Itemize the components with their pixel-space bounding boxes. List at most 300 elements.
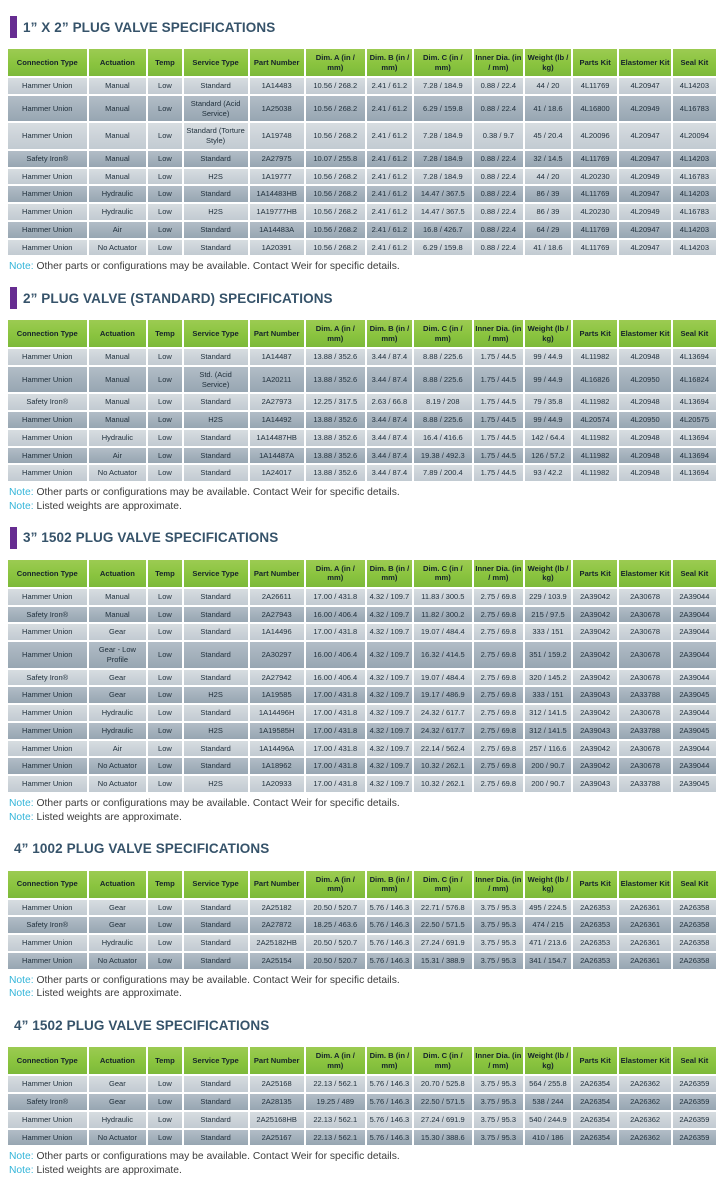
table-cell: 2.41 / 61.2 [367,240,412,256]
table-cell: 4L20096 [573,123,617,149]
table-cell: H2S [184,723,248,739]
table-cell: 16.8 / 426.7 [414,222,472,238]
note-text: Listed weights are approximate. [36,988,182,1000]
table-cell: Hammer Union [8,169,87,185]
table-cell: 2A39042 [573,705,617,721]
table-cell: 2A39042 [573,607,617,623]
table-cell: 8.88 / 225.6 [414,367,472,393]
table-cell: 2A26354 [573,1130,617,1146]
note-label: Note: [9,500,34,512]
table-cell: 7.28 / 184.9 [414,78,472,94]
table-cell: Standard [184,953,248,969]
table-cell: Hydraulic [89,204,147,220]
table-cell: 4L11982 [573,465,617,481]
table-cell: 20.50 / 520.7 [306,935,365,951]
note-text: Listed weights are approximate. [36,1165,182,1177]
table-cell: 10.56 / 268.2 [306,78,365,94]
table-cell: Manual [89,607,147,623]
table-cell: Manual [89,589,147,605]
table-cell: 4L20948 [619,430,670,446]
table-cell: 5.76 / 146.3 [367,1112,412,1128]
table-cell: 0.88 / 22.4 [474,222,523,238]
column-header: Dim. C (in / mm) [414,1047,472,1074]
note-label: Note: [9,261,34,273]
table-cell: 1A19777 [250,169,304,185]
table-cell: 2A39042 [573,642,617,668]
table-cell: Gear - Low Profile [89,642,147,668]
table-cell: 2A30678 [619,705,670,721]
table-cell: 2A25167 [250,1130,304,1146]
table-cell: 1A14487HB [250,430,304,446]
table-cell: 4L11982 [573,394,617,410]
table-cell: 2.75 / 69.8 [474,758,523,774]
table-cell: 5.76 / 146.3 [367,900,412,916]
table-cell: 4L14203 [673,222,716,238]
table-cell: 10.56 / 268.2 [306,186,365,202]
table-cell: 86 / 39 [525,186,571,202]
column-header: Weight (lb / kg) [525,49,571,76]
table-cell: Hammer Union [8,1130,87,1146]
table-cell: 333 / 151 [525,687,571,703]
table-cell: 2A26353 [573,900,617,916]
table-cell: 41 / 18.6 [525,240,571,256]
table-cell: 1.75 / 44.5 [474,349,523,365]
table-cell: 19.07 / 484.4 [414,670,472,686]
table-row [8,448,716,464]
spec-section [8,16,720,274]
table-row [8,935,716,951]
table-cell: 1.75 / 44.5 [474,465,523,481]
table-cell: 2.75 / 69.8 [474,624,523,640]
table-cell: 10.56 / 268.2 [306,169,365,185]
table-cell: 1A20391 [250,240,304,256]
table-cell: 1A25038 [250,96,304,122]
table-cell: Hammer Union [8,953,87,969]
table-cell: 2A39042 [573,670,617,686]
table-cell: Standard [184,430,248,446]
table-cell: Standard [184,1076,248,1092]
column-header: Seal Kit [673,871,716,898]
table-cell: H2S [184,204,248,220]
table-cell: Hydraulic [89,935,147,951]
table-row [8,222,716,238]
table-cell: 1A14483 [250,78,304,94]
table-cell: Manual [89,367,147,393]
notes-block [9,798,720,825]
table-cell: 1A20933 [250,776,304,792]
table-cell: Hammer Union [8,1112,87,1128]
column-header: Connection Type [8,1047,87,1074]
table-cell: 0.88 / 22.4 [474,204,523,220]
table-cell: 2A26362 [619,1076,670,1092]
table-cell: 7.89 / 200.4 [414,465,472,481]
notes-block [9,487,720,514]
table-cell: 2A39044 [673,642,716,668]
table-cell: H2S [184,169,248,185]
table-cell: Low [148,741,181,757]
table-cell: Hammer Union [8,1076,87,1092]
table-row [8,394,716,410]
table-cell: 1A20211 [250,367,304,393]
table-cell: 2A39043 [573,776,617,792]
table-cell: 64 / 29 [525,222,571,238]
table-row [8,78,716,94]
table-cell: 8.19 / 208 [414,394,472,410]
table-cell: 16.00 / 406.4 [306,607,365,623]
table-cell: Standard [184,448,248,464]
table-cell: 471 / 213.6 [525,935,571,951]
spec-table [6,869,718,971]
table-cell: 2A26362 [619,1112,670,1128]
table-cell: 15.30 / 388.6 [414,1130,472,1146]
column-header: Inner Dia. (in / mm) [474,871,523,898]
notes-block [9,975,720,1002]
note-line [9,487,720,500]
table-cell: 4L14203 [673,151,716,167]
table-cell: 17.00 / 431.8 [306,741,365,757]
table-cell: 4L11769 [573,78,617,94]
section-heading [8,838,720,860]
table-cell: 2A30678 [619,642,670,668]
table-cell: 4L14203 [673,240,716,256]
table-cell: 2A27872 [250,917,304,933]
spec-table [6,558,718,794]
table-cell: 4L11769 [573,151,617,167]
section-heading [8,527,720,549]
table-cell: 540 / 244.9 [525,1112,571,1128]
table-cell: 2A28135 [250,1094,304,1110]
table-cell: 19.07 / 484.4 [414,624,472,640]
table-cell: 1A14492 [250,412,304,428]
table-cell: 16.32 / 414.5 [414,642,472,668]
table-cell: 4L20949 [619,204,670,220]
table-row [8,349,716,365]
column-header: Service Type [184,560,248,587]
table-cell: Hammer Union [8,240,87,256]
table-cell: Standard [184,186,248,202]
table-cell: 10.56 / 268.2 [306,123,365,149]
table-cell: Manual [89,349,147,365]
table-cell: 2A27942 [250,670,304,686]
table-cell: 2A30678 [619,589,670,605]
table-cell: 4L20947 [619,151,670,167]
table-cell: Gear [89,900,147,916]
table-cell: Hydraulic [89,1112,147,1128]
table-cell: Low [148,349,181,365]
table-cell: 2.41 / 61.2 [367,151,412,167]
table-cell: 17.00 / 431.8 [306,758,365,774]
table-cell: Manual [89,96,147,122]
table-cell: Low [148,367,181,393]
table-cell: Standard [184,151,248,167]
table-cell: 6.29 / 159.8 [414,96,472,122]
table-cell: 1A18962 [250,758,304,774]
table-cell: Low [148,624,181,640]
table-cell: 2A26354 [573,1094,617,1110]
table-cell: 2A26361 [619,935,670,951]
table-cell: Standard [184,607,248,623]
table-cell: 2.75 / 69.8 [474,670,523,686]
column-header: Dim. B (in / mm) [367,320,412,347]
table-cell: Low [148,222,181,238]
title-accent-bar-icon [10,287,17,309]
table-cell: 13.88 / 352.6 [306,430,365,446]
table-cell: 1A14483HB [250,186,304,202]
table-cell: 1.75 / 44.5 [474,367,523,393]
table-cell: 1A14483A [250,222,304,238]
table-cell: Standard [184,465,248,481]
table-cell: 13.88 / 352.6 [306,349,365,365]
table-cell: Gear [89,624,147,640]
table-cell: 4L16783 [673,169,716,185]
note-label: Note: [9,1165,34,1177]
table-cell: Standard (Torture Style) [184,123,248,149]
table-cell: Standard [184,900,248,916]
table-row [8,723,716,739]
column-header: Dim. B (in / mm) [367,1047,412,1074]
title-accent-bar-icon [10,527,17,549]
table-cell: 2A26361 [619,900,670,916]
table-cell: 2A27975 [250,151,304,167]
table-cell: 18.25 / 463.6 [306,917,365,933]
table-cell: Low [148,240,181,256]
table-cell: 4L20947 [619,123,670,149]
table-cell: 22.13 / 562.1 [306,1112,365,1128]
table-cell: 5.76 / 146.3 [367,917,412,933]
table-row [8,186,716,202]
table-cell: Safety Iron® [8,670,87,686]
table-cell: 16.00 / 406.4 [306,642,365,668]
table-cell: 2A26359 [673,1076,716,1092]
table-cell: 1A14487 [250,349,304,365]
table-cell: 4L11769 [573,222,617,238]
table-cell: 4L14203 [673,186,716,202]
note-line [9,975,720,988]
table-cell: 2A26353 [573,953,617,969]
table-cell: 27.24 / 691.9 [414,935,472,951]
column-header: Dim. A (in / mm) [306,560,365,587]
table-cell: 3.75 / 95.3 [474,1112,523,1128]
table-cell: 2A30678 [619,624,670,640]
table-cell: 10.56 / 268.2 [306,96,365,122]
table-cell: 229 / 103.9 [525,589,571,605]
table-cell: 2A39044 [673,705,716,721]
title-accent-bar-icon [10,16,17,38]
table-cell: 13.88 / 352.6 [306,465,365,481]
table-cell: Low [148,642,181,668]
table-cell: 2.41 / 61.2 [367,204,412,220]
table-cell: 5.76 / 146.3 [367,1076,412,1092]
table-cell: 10.56 / 268.2 [306,222,365,238]
table-cell: 13.88 / 352.6 [306,448,365,464]
table-cell: 17.00 / 431.8 [306,624,365,640]
table-row [8,741,716,757]
note-line [9,1151,720,1164]
table-cell: 8.88 / 225.6 [414,349,472,365]
table-cell: Gear [89,1076,147,1092]
table-cell: 3.44 / 87.4 [367,448,412,464]
table-cell: 1.75 / 44.5 [474,430,523,446]
table-cell: 99 / 44.9 [525,367,571,393]
column-header: Service Type [184,871,248,898]
table-cell: 1.75 / 44.5 [474,394,523,410]
table-cell: Std. (Acid Service) [184,367,248,393]
table-cell: 17.00 / 431.8 [306,687,365,703]
column-header: Connection Type [8,560,87,587]
table-cell: 14.47 / 367.5 [414,204,472,220]
table-cell: 0.88 / 22.4 [474,151,523,167]
column-header: Dim. B (in / mm) [367,49,412,76]
table-cell: 2A30678 [619,607,670,623]
table-cell: Hammer Union [8,741,87,757]
table-cell: 24.32 / 617.7 [414,723,472,739]
column-header: Inner Dia. (in / mm) [474,320,523,347]
table-cell: 22.50 / 571.5 [414,917,472,933]
table-cell: Hammer Union [8,589,87,605]
column-header: Temp [148,871,181,898]
table-cell: 3.44 / 87.4 [367,349,412,365]
table-cell: 257 / 116.6 [525,741,571,757]
table-cell: 564 / 255.8 [525,1076,571,1092]
table-cell: Standard [184,670,248,686]
column-header: Part Number [250,560,304,587]
table-cell: 44 / 20 [525,78,571,94]
column-header: Parts Kit [573,1047,617,1074]
table-cell: No Actuator [89,240,147,256]
table-cell: 2A25154 [250,953,304,969]
table-cell: 12.25 / 317.5 [306,394,365,410]
table-cell: 2.75 / 69.8 [474,607,523,623]
table-cell: 5.76 / 146.3 [367,1094,412,1110]
table-cell: 10.32 / 262.1 [414,776,472,792]
section-title: 1” X 2” PLUG VALVE SPECIFICATIONS [23,19,276,35]
table-row [8,953,716,969]
table-cell: 2.41 / 61.2 [367,78,412,94]
table-cell: 4L20575 [673,412,716,428]
table-cell: 2A39042 [573,758,617,774]
table-cell: 4L11982 [573,430,617,446]
table-cell: Low [148,900,181,916]
column-header: Temp [148,320,181,347]
table-row [8,776,716,792]
table-cell: Hammer Union [8,723,87,739]
column-header: Dim. A (in / mm) [306,871,365,898]
table-cell: 7.28 / 184.9 [414,169,472,185]
column-header: Service Type [184,1047,248,1074]
column-header: Actuation [89,320,147,347]
table-cell: 1A14496H [250,705,304,721]
table-cell: 2A26361 [619,917,670,933]
spec-section [8,838,720,1002]
table-cell: No Actuator [89,758,147,774]
table-cell: 2A26358 [673,917,716,933]
table-cell: 215 / 97.5 [525,607,571,623]
table-cell: Hammer Union [8,465,87,481]
table-cell: 1A19585 [250,687,304,703]
section-title: 2” PLUG VALVE (STANDARD) SPECIFICATIONS [23,290,333,306]
table-cell: Low [148,78,181,94]
column-header: Dim. B (in / mm) [367,871,412,898]
note-text: Listed weights are approximate. [36,500,182,512]
table-cell: 2A27943 [250,607,304,623]
table-cell: Standard [184,758,248,774]
table-cell: 5.76 / 146.3 [367,935,412,951]
table-cell: 2A26359 [673,1130,716,1146]
table-cell: 4.32 / 109.7 [367,776,412,792]
table-cell: 2A39044 [673,670,716,686]
table-cell: 0.38 / 9.7 [474,123,523,149]
table-cell: 2A26359 [673,1094,716,1110]
table-cell: 126 / 57.2 [525,448,571,464]
table-cell: Manual [89,78,147,94]
note-label: Note: [9,811,34,823]
table-cell: Manual [89,123,147,149]
note-line [9,1165,720,1178]
table-cell: 2A26362 [619,1094,670,1110]
table-cell: H2S [184,412,248,428]
table-cell: 3.44 / 87.4 [367,430,412,446]
table-cell: 2.75 / 69.8 [474,776,523,792]
table-row [8,1130,716,1146]
table-cell: 22.13 / 562.1 [306,1076,365,1092]
section-title: 3” 1502 PLUG VALVE SPECIFICATIONS [23,530,279,546]
note-line [9,988,720,1001]
table-cell: 20.50 / 520.7 [306,900,365,916]
table-cell: Hammer Union [8,78,87,94]
table-cell: 6.29 / 159.8 [414,240,472,256]
table-cell: 3.44 / 87.4 [367,412,412,428]
table-cell: 1A19777HB [250,204,304,220]
table-cell: 16.00 / 406.4 [306,670,365,686]
table-cell: Safety Iron® [8,917,87,933]
table-cell: No Actuator [89,1130,147,1146]
table-cell: 2A27973 [250,394,304,410]
table-cell: 22.71 / 576.8 [414,900,472,916]
table-cell: Safety Iron® [8,394,87,410]
table-cell: 2A26353 [573,917,617,933]
table-cell: 1A24017 [250,465,304,481]
table-cell: 2A39042 [573,741,617,757]
table-cell: 2.75 / 69.8 [474,589,523,605]
table-cell: 10.56 / 268.2 [306,240,365,256]
column-header: Temp [148,560,181,587]
table-cell: Manual [89,394,147,410]
table-cell: 2.75 / 69.8 [474,723,523,739]
note-label: Note: [9,974,34,986]
table-row [8,169,716,185]
table-cell: Standard [184,240,248,256]
table-cell: 19.25 / 489 [306,1094,365,1110]
table-cell: 2.41 / 61.2 [367,186,412,202]
table-cell: Low [148,1130,181,1146]
table-cell: Low [148,412,181,428]
table-cell: 0.88 / 22.4 [474,78,523,94]
table-cell: Standard [184,642,248,668]
table-cell: 2A26358 [673,953,716,969]
table-row [8,900,716,916]
table-cell: 44 / 20 [525,169,571,185]
table-cell: Hammer Union [8,430,87,446]
table-cell: Low [148,169,181,185]
notes-block [9,1151,720,1178]
table-cell: Low [148,953,181,969]
table-cell: 4.32 / 109.7 [367,687,412,703]
table-cell: 45 / 20.4 [525,123,571,149]
table-cell: 4L20949 [619,96,670,122]
column-header: Temp [148,1047,181,1074]
table-cell: 2A26359 [673,1112,716,1128]
table-cell: Hammer Union [8,96,87,122]
